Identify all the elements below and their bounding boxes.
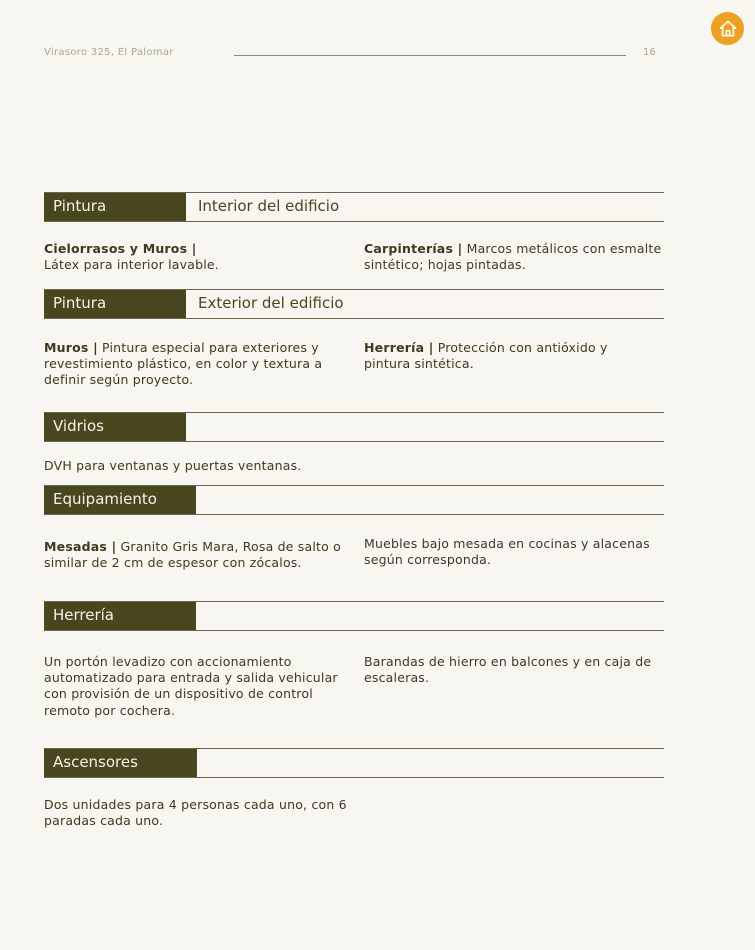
home-button[interactable] bbox=[711, 12, 744, 45]
item-title: Cielorrasos y Muros | bbox=[44, 241, 197, 256]
section-tag: Ascensores bbox=[44, 749, 197, 777]
muros-text bbox=[44, 340, 344, 389]
item-title: Mesadas | bbox=[44, 539, 117, 554]
mesadas-text bbox=[44, 539, 344, 571]
section-header-ascensores bbox=[44, 748, 664, 778]
section-tag: Vidrios bbox=[44, 413, 186, 441]
herreria-proteccion-text bbox=[364, 340, 624, 372]
section-subtitle: Interior del edificio bbox=[198, 197, 340, 215]
section-header-pintura-interior bbox=[44, 192, 664, 222]
ascensores-text bbox=[44, 797, 349, 829]
carpinterias-text bbox=[364, 241, 664, 273]
item-description: Dos unidades para 4 personas cada uno, con 6 paradas cada uno. bbox=[44, 797, 347, 829]
section-tag: Pintura bbox=[44, 193, 186, 221]
document-address: Virasoro 325, El Palomar bbox=[44, 47, 174, 58]
vidrios-text bbox=[44, 458, 444, 474]
item-description: Pintura especial para exteriores y revestimiento plástico, en color y textura a definir según proyecto. bbox=[44, 340, 323, 388]
header-divider bbox=[234, 55, 626, 56]
item-description: Granito Gris Mara, Rosa de salto o similar de 2 cm de espesor con zócalos. bbox=[44, 539, 342, 571]
barandas-text bbox=[364, 654, 664, 686]
item-description: Látex para interior lavable. bbox=[44, 257, 219, 273]
porton-text bbox=[44, 654, 349, 719]
item-description: Marcos metálicos con esmalte sintético; hojas pintadas. bbox=[364, 241, 662, 273]
muebles-text bbox=[364, 536, 664, 568]
item-description: Protección con antióxido y pintura sintética. bbox=[364, 340, 608, 372]
section-tag: Pintura bbox=[44, 290, 186, 318]
item-description: DVH para ventanas y puertas ventanas. bbox=[44, 458, 302, 473]
item-title: Herrería | bbox=[364, 340, 434, 355]
cielorrasos-text bbox=[44, 241, 344, 273]
item-description: Un portón levadizo con accionamiento automatizado para entrada y salida vehicular con provisión de un dispositivo de control remoto por cochera. bbox=[44, 654, 338, 718]
section-tag: Herrería bbox=[44, 602, 196, 630]
item-title: Carpinterías | bbox=[364, 241, 463, 256]
page-number: 16 bbox=[643, 47, 656, 58]
section-header-pintura-exterior bbox=[44, 289, 664, 319]
home-icon bbox=[718, 19, 738, 39]
item-description: Muebles bajo mesada en cocinas y alacenas según corresponda. bbox=[364, 536, 650, 568]
section-header-equipamiento bbox=[44, 485, 664, 515]
item-title: Muros | bbox=[44, 340, 98, 355]
section-header-herreria bbox=[44, 601, 664, 631]
section-tag: Equipamiento bbox=[44, 486, 196, 514]
section-header-vidrios bbox=[44, 412, 664, 442]
item-description: Barandas de hierro en balcones y en caja de escaleras. bbox=[364, 654, 652, 686]
section-subtitle: Exterior del edificio bbox=[198, 294, 344, 312]
